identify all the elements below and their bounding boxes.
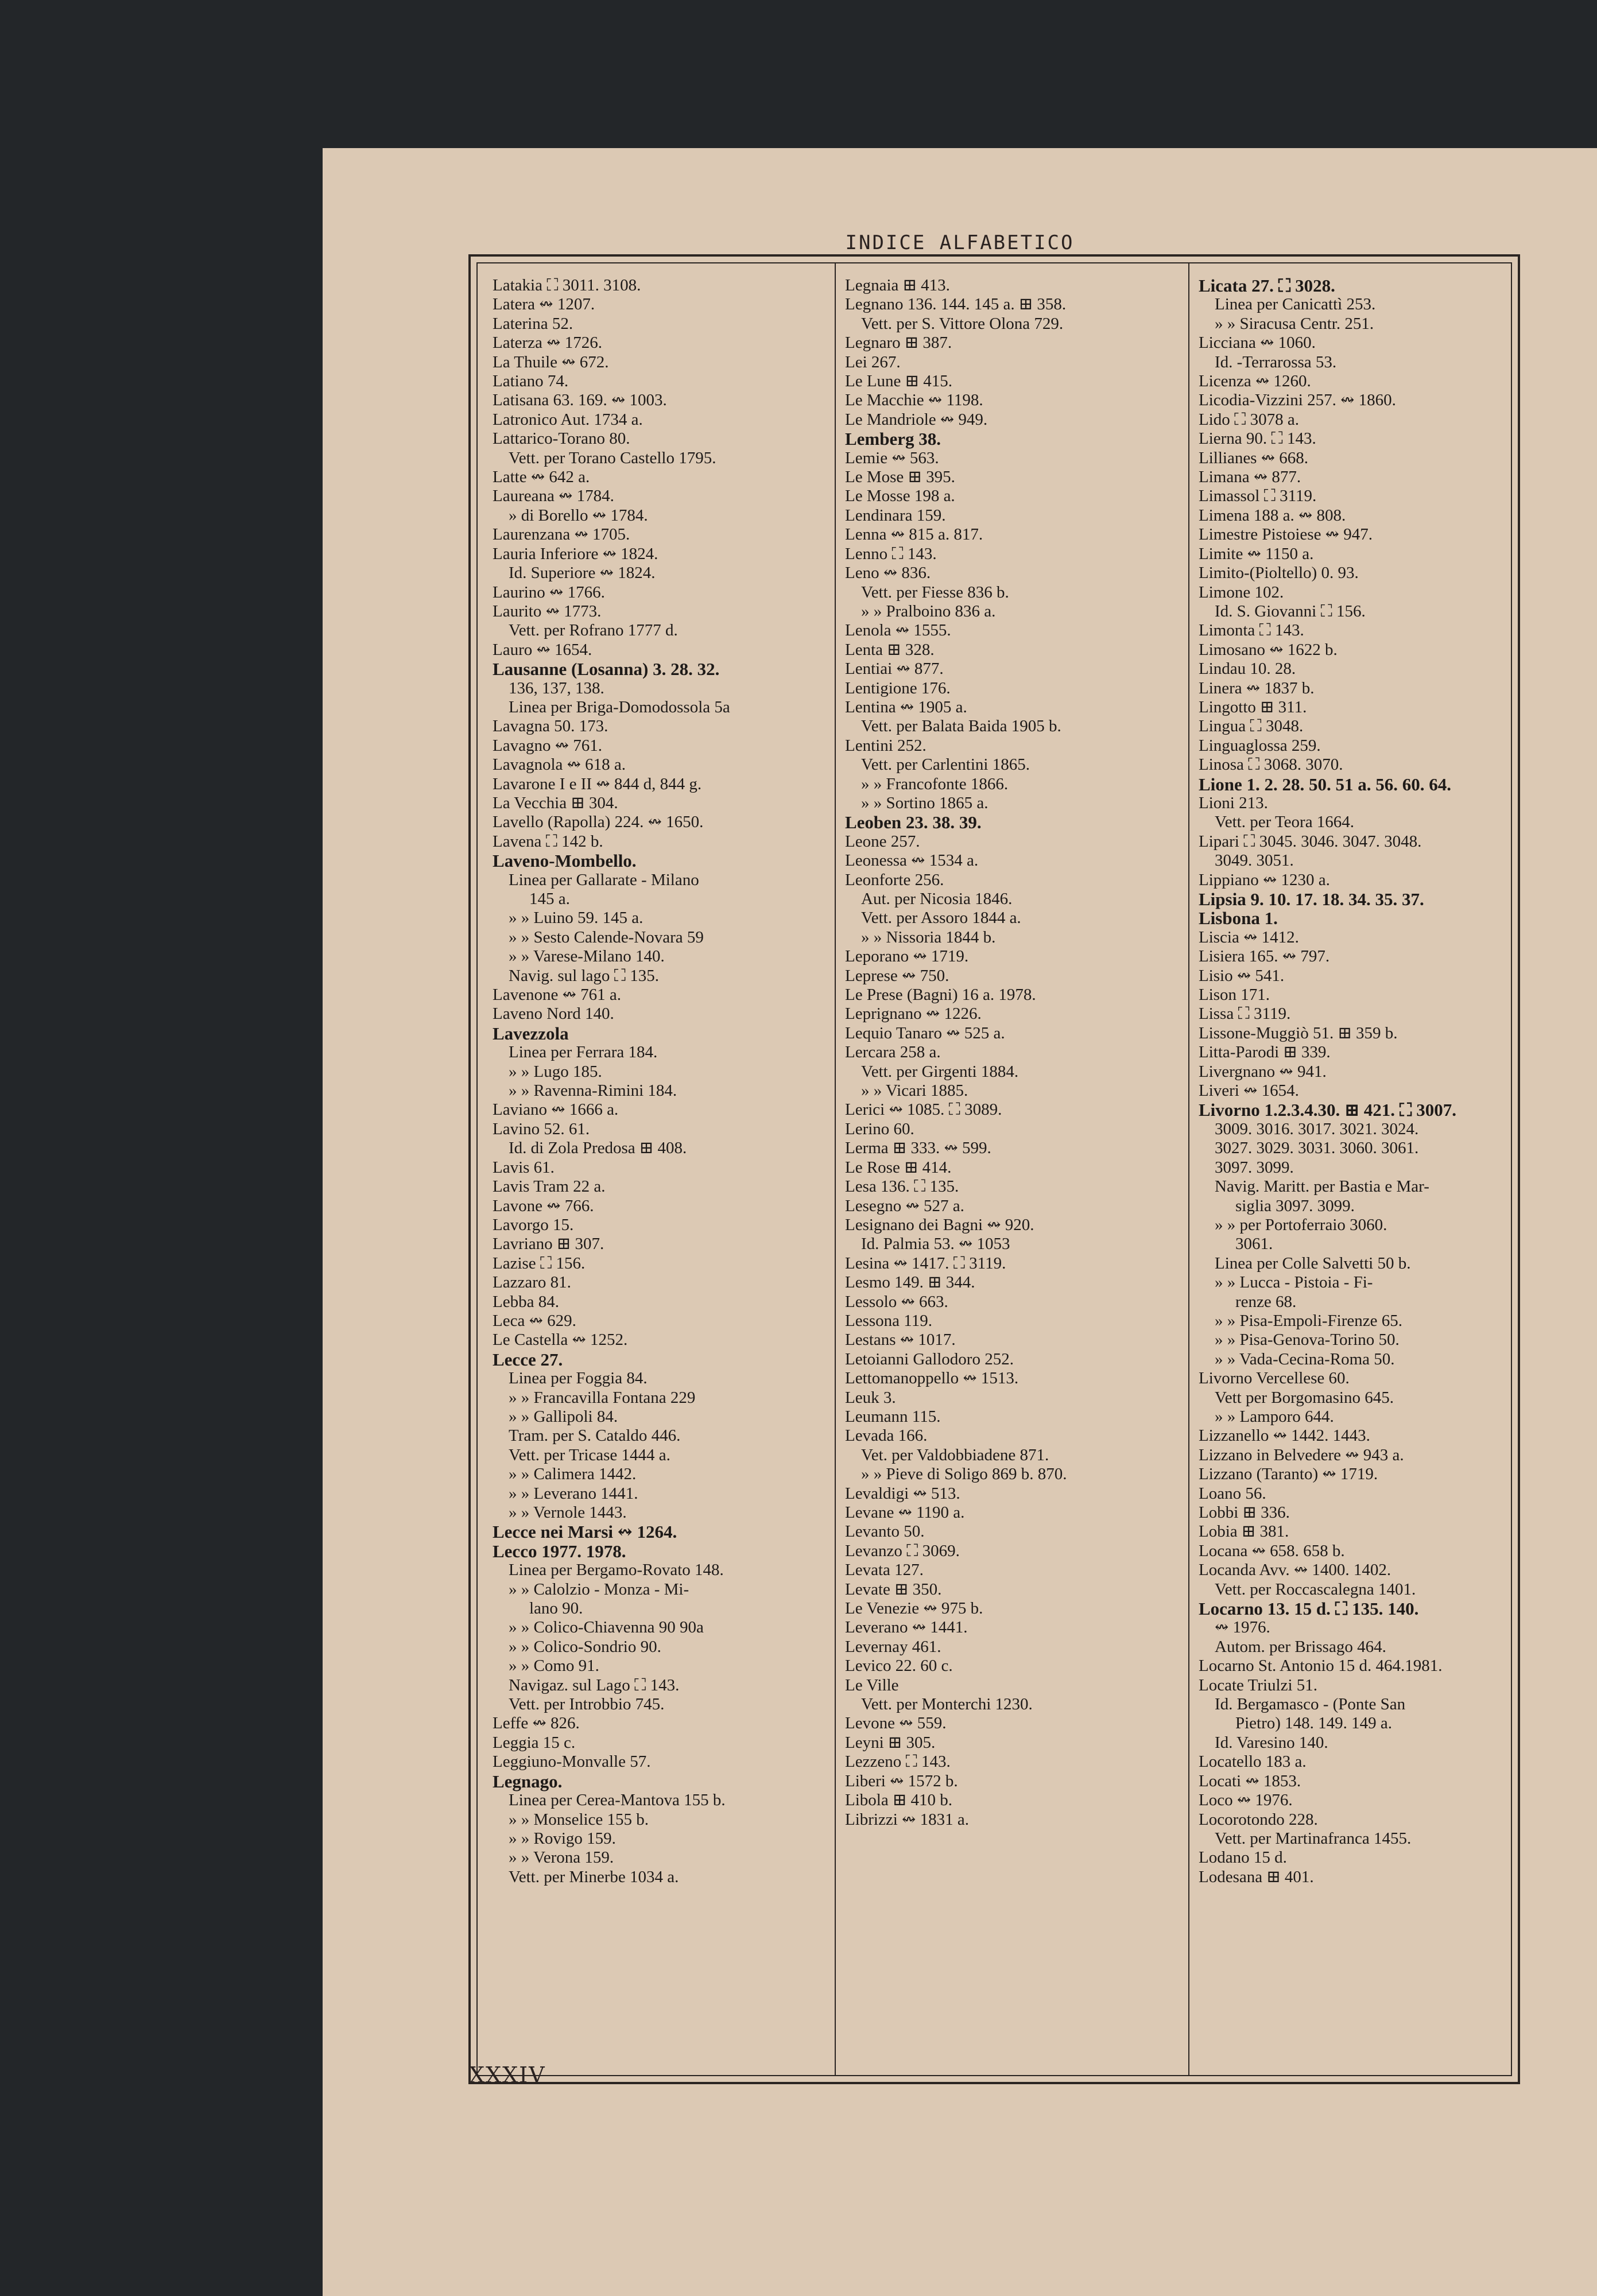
index-entry: Lissone-Muggiò 51. ⊞ 359 b.	[1199, 1023, 1398, 1042]
index-entry: » » Lamporo 644.	[1215, 1407, 1334, 1426]
index-entry: Lazzaro 81.	[493, 1273, 571, 1292]
index-entry: Le Mosse 198 a.	[845, 487, 955, 506]
index-entry: Lesegno ↭ 527 a.	[845, 1196, 964, 1215]
index-entry: » » Sesto Calende-Novara 59	[509, 928, 704, 947]
index-entry: Lentini 252.	[845, 736, 927, 755]
index-entry: Liscia ↭ 1412.	[1199, 928, 1299, 947]
index-entry: Lavone ↭ 766.	[493, 1196, 594, 1215]
index-entry: La Thuile ↭ 672.	[493, 352, 609, 371]
index-entry: Lavarone I e II ↭ 844 d, 844 g.	[493, 774, 702, 793]
index-entry: Lettomanoppello ↭ 1513.	[845, 1369, 1019, 1388]
index-entry: Lezzeno ⛶ 143.	[845, 1752, 951, 1771]
index-entry: Lavis 61.	[493, 1158, 555, 1177]
index-entry: Legnaro ⊞ 387.	[845, 333, 952, 352]
index-entry: La Vecchia ⊞ 304.	[493, 793, 618, 812]
index-entry: » » Colico-Chiavenna 90 90a	[509, 1618, 704, 1637]
index-entry: Vett. per Fiesse 836 b.	[861, 583, 1009, 602]
index-entry: Livergnano ↭ 941.	[1199, 1062, 1327, 1081]
index-entry: Laviano ↭ 1666 a.	[493, 1100, 619, 1119]
index-entry: Navig. Maritt. per Bastia e Mar-	[1215, 1177, 1429, 1196]
index-entry: » di Borello ↭ 1784.	[509, 506, 648, 525]
index-entry: Lipsia 9. 10. 17. 18. 34. 35. 37.	[1199, 889, 1424, 909]
index-entry: » » Francofonte 1866.	[861, 774, 1009, 793]
index-entry: Vett. per Teora 1664.	[1215, 813, 1355, 832]
index-entry: Levico 22. 60 c.	[845, 1657, 953, 1676]
index-entry: Vett. per S. Vittore Olona 729.	[861, 314, 1064, 333]
index-entry: Lissa ⛶ 3119.	[1199, 1004, 1291, 1023]
index-entry: 3097. 3099.	[1215, 1158, 1294, 1177]
index-entry: Lavis Tram 22 a.	[493, 1177, 606, 1196]
index-entry: Lemberg 38.	[845, 429, 941, 449]
index-entry: Le Mose ⊞ 395.	[845, 468, 955, 487]
index-entry: Leonessa ↭ 1534 a.	[845, 851, 979, 870]
index-entry: » » Colico-Sondrio 90.	[509, 1637, 661, 1656]
index-entry: Lavriano ⊞ 307.	[493, 1235, 604, 1254]
index-entry: Linea per Ferrara 184.	[509, 1043, 658, 1062]
index-entry: Licenza ↭ 1260.	[1199, 372, 1311, 391]
index-entry: Vett. per Roccascalegna 1401.	[1215, 1580, 1416, 1599]
index-entry: Vett. per Carlentini 1865.	[861, 755, 1030, 774]
index-entry: Id. di Zola Predosa ⊞ 408.	[509, 1139, 687, 1158]
index-entry: Le Prese (Bagni) 16 a. 1978.	[845, 986, 1036, 1004]
index-entry: lano 90.	[529, 1599, 583, 1618]
index-entry: Lizzano in Belvedere ↭ 943 a.	[1199, 1445, 1404, 1464]
index-entry: Id. Superiore ↭ 1824.	[509, 564, 656, 583]
index-entry: Limonta ⛶ 143.	[1199, 621, 1304, 640]
index-entry: Levate ⊞ 350.	[845, 1580, 942, 1599]
index-entry: Aut. per Nicosia 1846.	[861, 890, 1013, 908]
index-entry: Lavezzola	[493, 1023, 569, 1044]
index-entry: Latiano 74.	[493, 372, 569, 391]
index-entry: Lavagna 50. 173.	[493, 717, 608, 736]
index-entry: » » Monselice 155 b.	[509, 1810, 649, 1829]
index-entry: Lendinara 159.	[845, 506, 946, 525]
index-entry: Latronico Aut. 1734 a.	[493, 410, 643, 429]
index-entry: siglia 3097. 3099.	[1235, 1196, 1355, 1215]
index-entry: Lauria Inferiore ↭ 1824.	[493, 544, 658, 563]
index-entry: Lodesana ⊞ 401.	[1199, 1867, 1314, 1886]
index-entry: Lentina ↭ 1905 a.	[845, 697, 967, 716]
index-entry: Lioni 213.	[1199, 793, 1268, 812]
index-entry: Limassol ⛶ 3119.	[1199, 487, 1317, 506]
index-entry: Leverano ↭ 1441.	[845, 1618, 968, 1637]
index-entry: » » Como 91.	[509, 1657, 599, 1676]
index-entry: Leprignano ↭ 1226.	[845, 1004, 982, 1023]
index-entry: Lingotto ⊞ 311.	[1199, 697, 1307, 716]
index-entry: » » Vicari 1885.	[861, 1081, 968, 1100]
index-entry: Laurito ↭ 1773.	[493, 602, 602, 620]
index-entry: Lausanne (Losanna) 3. 28. 32.	[493, 659, 720, 680]
index-entry: » » Luino 59. 145 a.	[509, 909, 644, 928]
index-entry: Lione 1. 2. 28. 50. 51 a. 56. 60. 64.	[1199, 774, 1452, 794]
index-entry: Legnago.	[493, 1771, 563, 1791]
index-entry: Laurino ↭ 1766.	[493, 583, 605, 602]
index-entry: Leumann 115.	[845, 1407, 941, 1426]
index-entry: Limone 102.	[1199, 583, 1284, 602]
index-entry: Libola ⊞ 410 b.	[845, 1791, 952, 1810]
index-entry: Lerma ⊞ 333. ↭ 599.	[845, 1139, 991, 1158]
index-entry: Leoben 23. 38. 39.	[845, 812, 982, 833]
index-entry: Levane ↭ 1190 a.	[845, 1503, 965, 1522]
index-entry: Livorno 1.2.3.4.30. ⊞ 421. ⛶ 3007.	[1199, 1100, 1456, 1120]
index-entry: 145 a.	[529, 890, 570, 908]
index-entry: » » Calolzio - Monza - Mi-	[509, 1580, 689, 1599]
index-entry: Le Venezie ↭ 975 b.	[845, 1599, 983, 1618]
index-entry: Lenola ↭ 1555.	[845, 621, 951, 640]
index-entry: Lippiano ↭ 1230 a.	[1199, 870, 1330, 889]
index-entry: Leporano ↭ 1719.	[845, 947, 969, 966]
index-entry: Locarno 13. 15 d. ⛶ 135. 140.	[1199, 1599, 1419, 1619]
index-entry: Lisiera 165. ↭ 797.	[1199, 947, 1330, 966]
index-entry: Loano 56.	[1199, 1484, 1266, 1503]
index-entry: Legnano 136. 144. 145 a. ⊞ 358.	[845, 295, 1067, 314]
index-entry: Levaldigi ↭ 513.	[845, 1484, 960, 1503]
index-entry: Lessolo ↭ 663.	[845, 1292, 948, 1311]
index-entry: Id. -Terrarossa 53.	[1215, 352, 1337, 371]
index-entry: Lebba 84.	[493, 1292, 559, 1311]
index-entry: Lavagnola ↭ 618 a.	[493, 755, 626, 774]
index-entry: Vett. per Monterchi 1230.	[861, 1695, 1033, 1714]
index-entry: Lindau 10. 28.	[1199, 660, 1296, 678]
index-entry: Leggia 15 c.	[493, 1733, 576, 1752]
index-entry: 3009. 3016. 3017. 3021. 3024.	[1215, 1119, 1419, 1138]
index-entry: Lavino 52. 61.	[493, 1119, 590, 1138]
index-entry: Laterza ↭ 1726.	[493, 333, 602, 352]
index-entry: Tram. per S. Cataldo 446.	[509, 1426, 681, 1445]
index-entry: Leno ↭ 836.	[845, 564, 931, 583]
index-entry: Lesignano dei Bagni ↭ 920.	[845, 1215, 1034, 1234]
index-entry: Lercara 258 a.	[845, 1043, 941, 1062]
index-entry: Leyni ⊞ 305.	[845, 1733, 936, 1752]
index-entry: Locati ↭ 1853.	[1199, 1771, 1301, 1790]
index-entry: 3061.	[1235, 1235, 1273, 1254]
index-entry: Vett per Borgomasino 645.	[1215, 1388, 1394, 1407]
index-entry: » » Calimera 1442.	[509, 1465, 637, 1484]
index-entry: Lobia ⊞ 381.	[1199, 1522, 1289, 1541]
index-entry: Navig. sul lago ⛶ 135.	[509, 966, 659, 985]
index-entry: Id. Palmia 53. ↭ 1053	[861, 1235, 1010, 1254]
index-entry: Limosano ↭ 1622 b.	[1199, 640, 1338, 659]
index-entry: Navigaz. sul Lago ⛶ 143.	[509, 1676, 680, 1694]
page-header: INDICE ALFABETICO	[845, 231, 1075, 254]
index-entry: » » Vernole 1443.	[509, 1503, 627, 1522]
index-entry: Lisbona 1.	[1199, 908, 1278, 929]
index-entry: Linea per Cerea-Mantova 155 b.	[509, 1791, 726, 1810]
index-entry: Vett. per Minerbe 1034 a.	[509, 1867, 679, 1886]
index-entry: Levone ↭ 559.	[845, 1714, 947, 1733]
index-entry: Lobbi ⊞ 336.	[1199, 1503, 1290, 1522]
index-entry: Vett. per Assoro 1844 a.	[861, 909, 1021, 928]
index-entry: Lequio Tanaro ↭ 525 a.	[845, 1023, 1005, 1042]
index-entry: Vett. per Martinafranca 1455.	[1215, 1829, 1412, 1848]
index-entry: Licata 27. ⛶ 3028.	[1199, 276, 1335, 296]
column-separator	[835, 262, 836, 2076]
index-entry: Lesina ↭ 1417. ⛶ 3119.	[845, 1254, 1006, 1273]
index-entry: Laurenzana ↭ 1705.	[493, 525, 630, 544]
index-entry: Loco ↭ 1976.	[1199, 1791, 1293, 1810]
index-entry: Lattarico-Torano 80.	[493, 429, 630, 448]
index-entry: Locate Triulzi 51.	[1199, 1676, 1318, 1694]
index-entry: Livorno Vercellese 60.	[1199, 1369, 1350, 1388]
index-entry: » » Leverano 1441.	[509, 1484, 638, 1503]
index-entry: Lazise ⛶ 156.	[493, 1254, 586, 1273]
index-entry: Lesa 136. ⛶ 135.	[845, 1177, 959, 1196]
index-entry: Lodano 15 d.	[1199, 1848, 1287, 1867]
index-entry: » » Siracusa Centr. 251.	[1215, 314, 1374, 333]
index-entry: Linguaglossa 259.	[1199, 736, 1321, 755]
index-entry: Lido ⛶ 3078 a.	[1199, 410, 1299, 429]
index-entry: Latte ↭ 642 a.	[493, 468, 590, 487]
index-entry: » » Gallipoli 84.	[509, 1407, 618, 1426]
index-frame	[468, 254, 1520, 2084]
index-entry: Id. S. Giovanni ⛶ 156.	[1215, 602, 1366, 620]
index-entry: Vet. per Valdobbiadene 871.	[861, 1445, 1049, 1464]
index-entry: Lecce nei Marsi ↭ 1264.	[493, 1522, 677, 1542]
index-column-1	[493, 276, 831, 1887]
index-entry: Lavorgo 15.	[493, 1215, 574, 1234]
page-number: XXXIV	[469, 2062, 546, 2088]
index-entry: Latera ↭ 1207.	[493, 295, 595, 314]
index-entry: Linea per Briga-Domodossola 5a	[509, 697, 730, 716]
index-entry: Lerici ↭ 1085. ⛶ 3089.	[845, 1100, 1002, 1119]
index-entry: Lavenone ↭ 761 a.	[493, 986, 621, 1004]
index-entry: Vett. per Introbbio 745.	[509, 1695, 665, 1714]
index-entry: Lesmo 149. ⊞ 344.	[845, 1273, 975, 1292]
index-entry: Linea per Gallarate - Milano	[509, 870, 699, 889]
index-entry: Lillianes ↭ 668.	[1199, 448, 1309, 467]
index-entry: » » per Portoferraio 3060.	[1215, 1215, 1387, 1234]
index-entry: Vett. per Tricase 1444 a.	[509, 1445, 670, 1464]
book-page	[323, 148, 1597, 2296]
index-entry: Vett. per Girgenti 1884.	[861, 1062, 1019, 1081]
index-entry: Le Mandriole ↭ 949.	[845, 410, 988, 429]
index-entry: Limena 188 a. ↭ 808.	[1199, 506, 1346, 525]
index-entry: Licciana ↭ 1060.	[1199, 333, 1316, 352]
index-entry: Linea per Colle Salvetti 50 b.	[1215, 1254, 1411, 1273]
index-entry: Id. Varesino 140.	[1215, 1733, 1328, 1752]
index-entry: Linea per Canicattì 253.	[1215, 295, 1376, 314]
index-entry: Autom. per Brissago 464.	[1215, 1637, 1386, 1656]
index-entry: » » Lucca - Pistoia - Fi-	[1215, 1273, 1373, 1292]
index-entry: Liberi ↭ 1572 b.	[845, 1771, 958, 1790]
index-entry: » » Sortino 1865 a.	[861, 793, 989, 812]
index-entry: Linera ↭ 1837 b.	[1199, 678, 1315, 697]
index-entry: Leprese ↭ 750.	[845, 966, 949, 985]
index-entry: Lizzanello ↭ 1442. 1443.	[1199, 1426, 1370, 1445]
index-entry: Levernay 461.	[845, 1637, 941, 1656]
index-entry: Lauro ↭ 1654.	[493, 640, 592, 659]
index-entry: Lessona 119.	[845, 1311, 932, 1330]
index-entry: Letoianni Gallodoro 252.	[845, 1349, 1014, 1368]
index-entry: Levanto 50.	[845, 1522, 925, 1541]
index-entry: Lisio ↭ 541.	[1199, 966, 1285, 985]
index-entry: Locana ↭ 658. 658 b.	[1199, 1541, 1345, 1560]
index-entry: Le Ville	[845, 1676, 899, 1694]
index-entry: Linea per Bergamo-Rovato 148.	[509, 1561, 724, 1580]
index-entry: » » Ravenna-Rimini 184.	[509, 1081, 677, 1100]
index-entry: Lingua ⛶ 3048.	[1199, 717, 1304, 736]
index-column-2	[845, 276, 1184, 1829]
index-entry: Lison 171.	[1199, 986, 1270, 1004]
index-entry: » » Pieve di Soligo 869 b. 870.	[861, 1465, 1067, 1484]
index-entry: Librizzi ↭ 1831 a.	[845, 1810, 969, 1829]
index-entry: Levanzo ⛶ 3069.	[845, 1541, 960, 1560]
index-entry: Laureana ↭ 1784.	[493, 487, 614, 506]
index-entry: Le Rose ⊞ 414.	[845, 1158, 952, 1177]
index-entry: Linosa ⛶ 3068. 3070.	[1199, 755, 1343, 774]
index-entry: Latisana 63. 169. ↭ 1003.	[493, 391, 667, 410]
index-entry: ↭ 1976.	[1215, 1618, 1270, 1637]
index-entry: » » Lugo 185.	[509, 1062, 602, 1081]
index-entry: 3027. 3029. 3031. 3060. 3061.	[1215, 1139, 1419, 1158]
column-separator	[1188, 262, 1189, 2076]
index-entry: Locorotondo 228.	[1199, 1810, 1318, 1829]
index-entry: Locatello 183 a.	[1199, 1752, 1307, 1771]
index-entry: Limestre Pistoiese ↭ 947.	[1199, 525, 1373, 544]
index-entry: renze 68.	[1235, 1292, 1297, 1311]
index-entry: » » Vada-Cecina-Roma 50.	[1215, 1349, 1395, 1368]
index-entry: Vett. per Rofrano 1777 d.	[509, 621, 678, 640]
index-entry: Latakia ⛶ 3011. 3108.	[493, 276, 641, 294]
index-entry: Limito-(Pioltello) 0. 93.	[1199, 564, 1359, 583]
index-entry: Lizzano (Taranto) ↭ 1719.	[1199, 1465, 1378, 1484]
index-entry: Lenna ↭ 815 a. 817.	[845, 525, 983, 544]
index-entry: Lei 267.	[845, 352, 901, 371]
index-column-3	[1199, 276, 1520, 1887]
index-entry: Leffe ↭ 826.	[493, 1714, 580, 1733]
index-entry: Limana ↭ 877.	[1199, 468, 1301, 487]
index-entry: » » Verona 159.	[509, 1848, 614, 1867]
index-entry: Leone 257.	[845, 832, 920, 851]
index-entry: Leuk 3.	[845, 1388, 896, 1407]
index-entry: Lecco 1977. 1978.	[493, 1541, 626, 1561]
index-entry: 3049. 3051.	[1215, 851, 1294, 870]
index-entry: Litta-Parodi ⊞ 339.	[1199, 1043, 1331, 1062]
index-entry: Lavello (Rapolla) 224. ↭ 1650.	[493, 813, 704, 832]
index-entry: 136, 137, 138.	[509, 678, 604, 697]
index-entry: Leggiuno-Monvalle 57.	[493, 1752, 651, 1771]
index-entry: Linea per Foggia 84.	[509, 1369, 648, 1388]
index-entry: Vett. per Torano Castello 1795.	[509, 448, 716, 467]
index-entry: Lentiai ↭ 877.	[845, 660, 944, 678]
index-entry: Lavena ⛶ 142 b.	[493, 832, 603, 851]
index-entry: Le Lune ⊞ 415.	[845, 372, 952, 391]
index-entry: Le Castella ↭ 1252.	[493, 1331, 628, 1349]
index-entry: Pietro) 148. 149. 149 a.	[1235, 1714, 1393, 1733]
index-entry: Leonforte 256.	[845, 870, 944, 889]
index-entry: Id. Bergamasco - (Ponte San	[1215, 1695, 1406, 1714]
index-entry: Locarno St. Antonio 15 d. 464.1981.	[1199, 1657, 1443, 1676]
index-entry: » » Nissoria 1844 b.	[861, 928, 996, 947]
index-entry: Lenta ⊞ 328.	[845, 640, 935, 659]
index-entry: Lentigione 176.	[845, 678, 951, 697]
index-entry: Laveno-Mombello.	[493, 851, 637, 871]
index-entry: Leca ↭ 629.	[493, 1311, 576, 1330]
index-entry: Locanda Avv. ↭ 1400. 1402.	[1199, 1561, 1391, 1580]
index-entry: Lestans ↭ 1017.	[845, 1331, 956, 1349]
index-entry: Lipari ⛶ 3045. 3046. 3047. 3048.	[1199, 832, 1422, 851]
index-entry: Lierna 90. ⛶ 143.	[1199, 429, 1316, 448]
index-entry: » » Rovigo 159.	[509, 1829, 616, 1848]
index-entry: Laveno Nord 140.	[493, 1004, 614, 1023]
index-entry: Le Macchie ↭ 1198.	[845, 391, 983, 410]
index-entry: Levada 166.	[845, 1426, 928, 1445]
index-entry: Licodia-Vizzini 257. ↭ 1860.	[1199, 391, 1396, 410]
index-entry: » » Pisa-Empoli-Firenze 65.	[1215, 1311, 1403, 1330]
index-entry: Laterina 52.	[493, 314, 573, 333]
index-entry: » » Francavilla Fontana 229	[509, 1388, 696, 1407]
index-entry: » » Pisa-Genova-Torino 50.	[1215, 1331, 1400, 1349]
index-entry: Limite ↭ 1150 a.	[1199, 544, 1314, 563]
index-entry: Lecce 27.	[493, 1349, 563, 1370]
index-entry: » » Varese-Milano 140.	[509, 947, 665, 966]
index-entry: Lenno ⛶ 143.	[845, 544, 937, 563]
index-entry: Lemie ↭ 563.	[845, 448, 939, 467]
index-entry: » » Pralboino 836 a.	[861, 602, 996, 620]
index-entry: Liveri ↭ 1654.	[1199, 1081, 1299, 1100]
index-entry: Levata 127.	[845, 1561, 924, 1580]
index-entry: Vett. per Balata Baida 1905 b.	[861, 717, 1061, 736]
index-entry: Lavagno ↭ 761.	[493, 736, 603, 755]
index-entry: Legnaia ⊞ 413.	[845, 276, 950, 294]
index-entry: Lerino 60.	[845, 1119, 914, 1138]
